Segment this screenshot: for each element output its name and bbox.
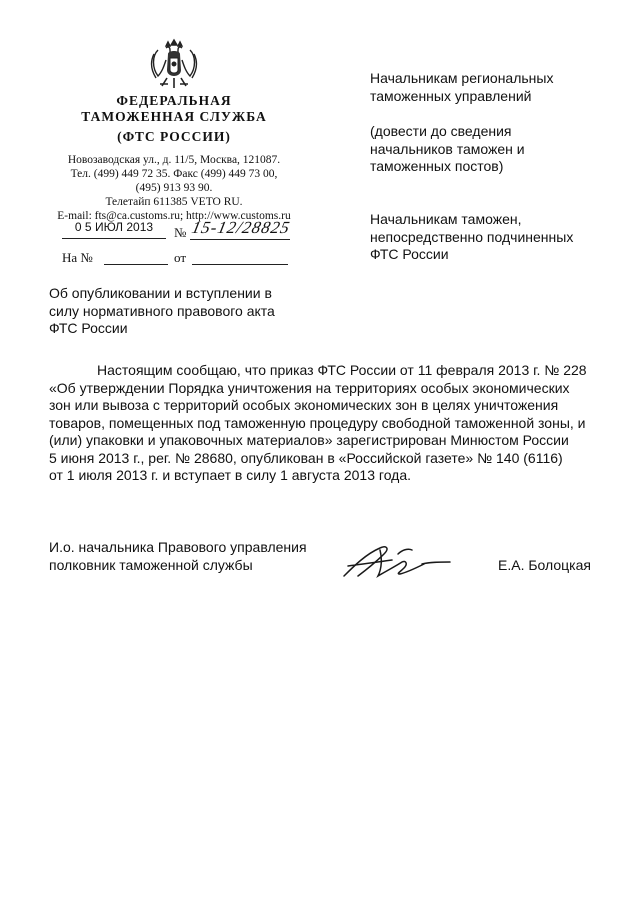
signatory-title-line1: И.о. начальника Правового управления bbox=[49, 539, 307, 555]
addressee-note-line1: (довести до сведения bbox=[370, 123, 512, 139]
subject-line1: Об опубликовании и вступлении в bbox=[49, 285, 272, 301]
org-abbreviation: (ФТС РОССИИ) bbox=[117, 129, 231, 144]
subject-line3: ФТС России bbox=[49, 320, 128, 336]
org-name-line2: ТАМОЖЕННАЯ СЛУЖБА bbox=[81, 109, 267, 124]
letter-body bbox=[49, 362, 599, 485]
reference-label: На № bbox=[62, 250, 93, 265]
registration-number-field bbox=[190, 218, 293, 240]
body-line5: (или) упаковки и упаковочных материалов» зарегистрирован Минюстом России bbox=[49, 432, 569, 448]
registration-number-label: № bbox=[174, 225, 187, 240]
addressee-customs-line2: непосредственно подчиненных bbox=[370, 228, 574, 245]
address-line3: (495) 913 93 90. bbox=[135, 182, 213, 194]
address-line4: Телетайп 611385 VETO RU. bbox=[105, 196, 243, 208]
body-line7: от 1 июля 2013 г. и вступает в силу 1 августа 2013 года. bbox=[49, 467, 412, 483]
registration-number: 15-12/28825 bbox=[190, 218, 293, 237]
body-line4: товаров, помещенных под таможенную процедуру свободной таможенной зоны, и bbox=[49, 414, 586, 431]
subject-line2: силу нормативного правового акта bbox=[49, 302, 275, 319]
reference-date-line bbox=[192, 250, 288, 265]
addressee-regional-line2: таможенных управлений bbox=[370, 87, 532, 104]
emblem-icon bbox=[148, 36, 200, 92]
handwritten-signature-icon bbox=[336, 536, 456, 586]
addressee-customs-line1: Начальникам таможен, bbox=[370, 211, 522, 227]
addressee-note-line2: начальников таможен и bbox=[370, 140, 525, 157]
org-name-line1: ФЕДЕРАЛЬНАЯ bbox=[116, 93, 232, 108]
body-line1: Настоящим сообщаю, что приказ ФТС России от 11 февраля 2013 г. № 228 bbox=[97, 362, 587, 378]
registration-date: 0 5 ИЮЛ 2013 bbox=[62, 220, 166, 239]
signatory-title-line2: полковник таможенной службы bbox=[49, 556, 253, 573]
address-line2: Тел. (499) 449 72 35. Факс (499) 449 73 00, bbox=[70, 168, 278, 180]
body-line6: 5 июня 2013 г., рег. № 28680, опубликован в «Российской газете» № 140 (6116) bbox=[49, 449, 563, 466]
letter-subject bbox=[49, 285, 275, 338]
signatory-title bbox=[49, 539, 307, 574]
body-line2: «Об утверждении Порядка уничтожения на территориях особых экономических bbox=[49, 379, 570, 396]
addressee-regional-line1: Начальникам региональных bbox=[370, 70, 554, 86]
address-line5: E-mail: fts@ca.customs.ru; http://www.customs.ru bbox=[57, 210, 291, 222]
addressee-customs bbox=[370, 211, 573, 264]
addressee-note bbox=[370, 123, 525, 176]
reference-from-label: от bbox=[174, 250, 187, 265]
address-line1: Новозаводская ул., д. 11/5, Москва, 121087. bbox=[67, 154, 281, 166]
addressee-regional bbox=[370, 70, 553, 105]
reference-number-line bbox=[104, 250, 168, 265]
addressee-customs-line3: ФТС России bbox=[370, 246, 449, 262]
signatory-name: Е.А. Болоцкая bbox=[498, 557, 591, 573]
addressee-note-line3: таможенных постов) bbox=[370, 158, 504, 174]
body-line3: зон или вывоза с территорий особых экономических зон в целях уничтожения bbox=[49, 397, 559, 413]
